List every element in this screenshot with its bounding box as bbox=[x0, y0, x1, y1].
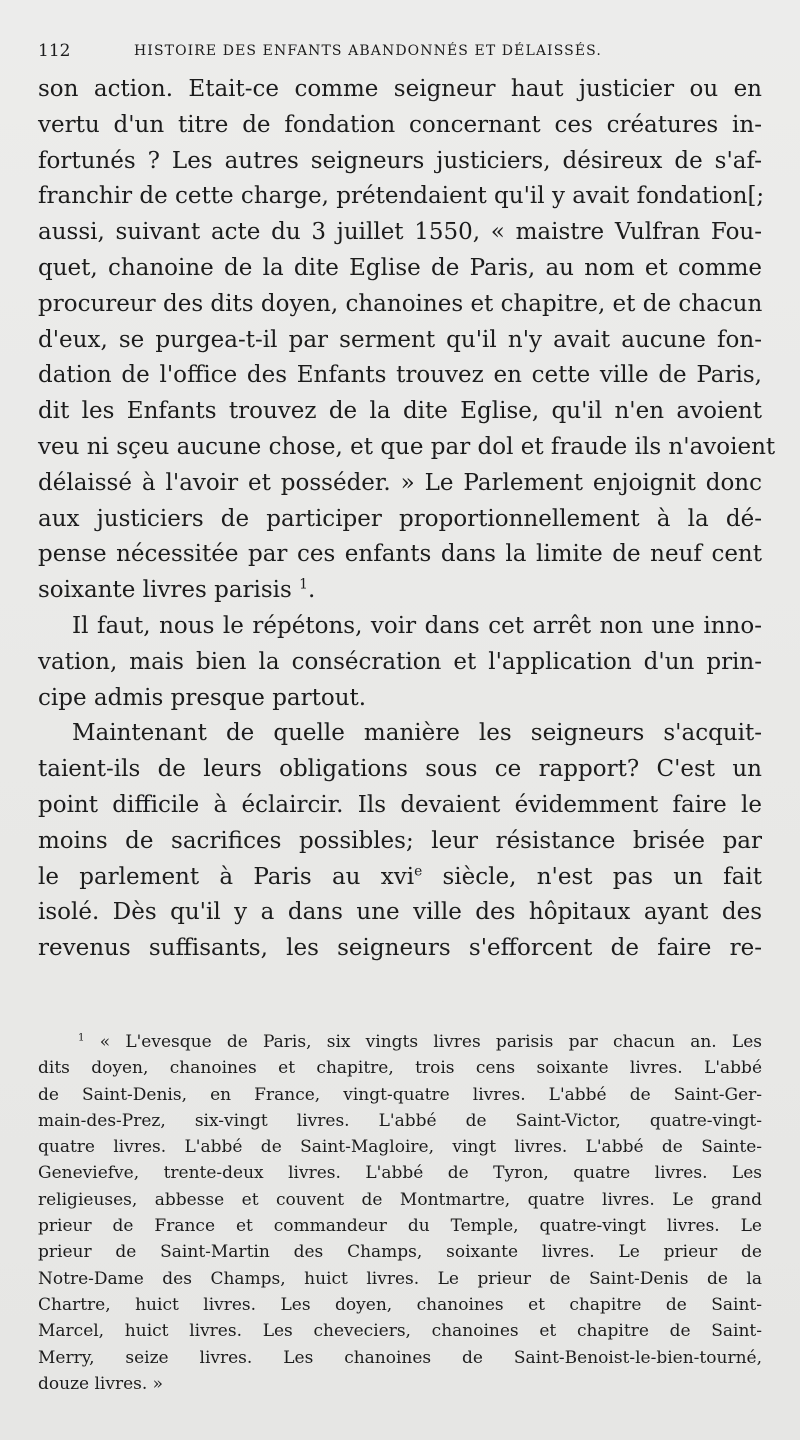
text-line: son action. Etait-ce comme seigneur haut justicier ou en bbox=[38, 76, 762, 102]
footnote-line: prieur de France et commandeur du Temple, quatre-vingt livres. Le bbox=[38, 1216, 762, 1237]
text-line: vertu d'un titre de fondation concernant ces créatures in- bbox=[38, 111, 762, 138]
footnote-line: main-des-Prez, six-vingt livres. L'abbé de Saint-Victor, quatre-vingt- bbox=[38, 1110, 762, 1131]
footnote-line: Merry, seize livres. Les chanoines de Saint-Benoist-le-bien-tourné, bbox=[38, 1347, 762, 1368]
text-line: revenus suffisants, les seigneurs s'efforcent de faire re- bbox=[38, 935, 762, 962]
text-line: Maintenant de quelle manière les seigneurs s'acquit- bbox=[72, 720, 762, 747]
text-line bbox=[38, 860, 762, 896]
text-line-tail: siècle, n'est pas un fait bbox=[422, 863, 762, 890]
footnote-line: Chartre, huict livres. Les doyen, chanoines et chapitre de Saint- bbox=[38, 1294, 762, 1315]
text-line: pense nécessitée par ces enfants dans la limite de neuf cent bbox=[38, 541, 762, 568]
text-line: franchir de cette charge, prétendaient qu'il y avait fondation[; bbox=[38, 183, 765, 210]
page-number: 112 bbox=[38, 41, 71, 61]
text-line bbox=[38, 573, 762, 609]
footnote-block bbox=[38, 1029, 762, 1397]
text-line: d'eux, se purgea-t-il par serment qu'il n'y avait aucune fon- bbox=[38, 326, 762, 353]
text-line: fortunés ? Les autres seigneurs justiciers, désireux de s'af- bbox=[38, 147, 762, 174]
text-line: moins de sacrifices possibles; leur résistance brisée par bbox=[38, 827, 762, 854]
footnote-reference: 1 bbox=[299, 576, 308, 593]
text-line: isolé. Dès qu'il y a dans une ville des hôpitaux ayant des bbox=[38, 899, 762, 926]
text-line: veu ni sçeu aucune chose, et que par dol et fraude ils n'avoient bbox=[38, 433, 776, 460]
footnote-line-content: « L'evesque de Paris, six vingts livres parisis par chacun an. Les bbox=[99, 1032, 762, 1052]
text-line: aussi, suivant acte du 3 juillet 1550, « maistre Vulfran Fou- bbox=[38, 219, 762, 246]
footnote-line: de Saint-Denis, en France, vingt-quatre livres. L'abbé de Saint-Ger- bbox=[38, 1084, 762, 1105]
text-line-content: le parlement à Paris au xvi bbox=[38, 863, 415, 890]
page-header bbox=[38, 36, 762, 66]
century-suffix: e bbox=[414, 862, 423, 879]
footnote-line: Marcel, huict livres. Les cheveciers, chanoines et chapitre de Saint- bbox=[38, 1321, 762, 1342]
footnote-marker: 1 bbox=[78, 1032, 85, 1044]
footnote-line: quatre livres. L'abbé de Saint-Magloire, vingt livres. L'abbé de Sainte- bbox=[38, 1137, 762, 1158]
footnote-reference-tail: . bbox=[307, 577, 316, 604]
footnote-line: dits doyen, chanoines et chapitre, trois cens soixante livres. L'abbé bbox=[38, 1058, 762, 1079]
footnote-line bbox=[38, 1029, 762, 1055]
text-line-content: soixante livres parisis bbox=[38, 577, 292, 604]
footnote-line: religieuses, abbesse et couvent de Montmartre, quatre livres. Le grand bbox=[38, 1189, 762, 1210]
text-line: Il faut, nous le répétons, voir dans cet arrêt non une inno- bbox=[72, 612, 762, 639]
text-line: vation, mais bien la consécration et l'application d'un prin- bbox=[38, 648, 762, 675]
text-line: taient-ils de leurs obligations sous ce rapport? C'est un bbox=[38, 756, 762, 783]
text-line: dation de l'office des Enfants trouvez en cette ville de Paris, bbox=[38, 362, 762, 389]
text-line: procureur des dits doyen, chanoines et chapitre, et de chacun bbox=[38, 290, 763, 317]
text-line: dit les Enfants trouvez de la dite Eglise, qu'il n'en avoient bbox=[38, 398, 762, 425]
text-line: cipe admis presque partout. bbox=[38, 684, 367, 711]
text-line: aux justiciers de participer proportionnellement à la dé- bbox=[38, 505, 762, 532]
main-text bbox=[38, 72, 776, 967]
text-line: quet, chanoine de la dite Eglise de Paris, au nom et comme bbox=[38, 254, 762, 281]
text-line: point difficile à éclaircir. Ils devaient évidemment faire le bbox=[38, 791, 762, 818]
running-title: HISTOIRE DES ENFANTS ABANDONNÉS ET DÉLAISSÉS. bbox=[134, 43, 602, 59]
footnote-line: Notre-Dame des Champs, huict livres. Le prieur de Saint-Denis de la bbox=[38, 1268, 762, 1289]
footnote-line: prieur de Saint-Martin des Champs, soixante livres. Le prieur de bbox=[38, 1242, 762, 1263]
footnote-line: douze livres. » bbox=[38, 1373, 164, 1394]
footnote-line: Geneviefve, trente-deux livres. L'abbé de Tyron, quatre livres. Les bbox=[38, 1163, 762, 1184]
text-line: délaissé à l'avoir et posséder. » Le Parlement enjoignit donc bbox=[38, 469, 762, 496]
